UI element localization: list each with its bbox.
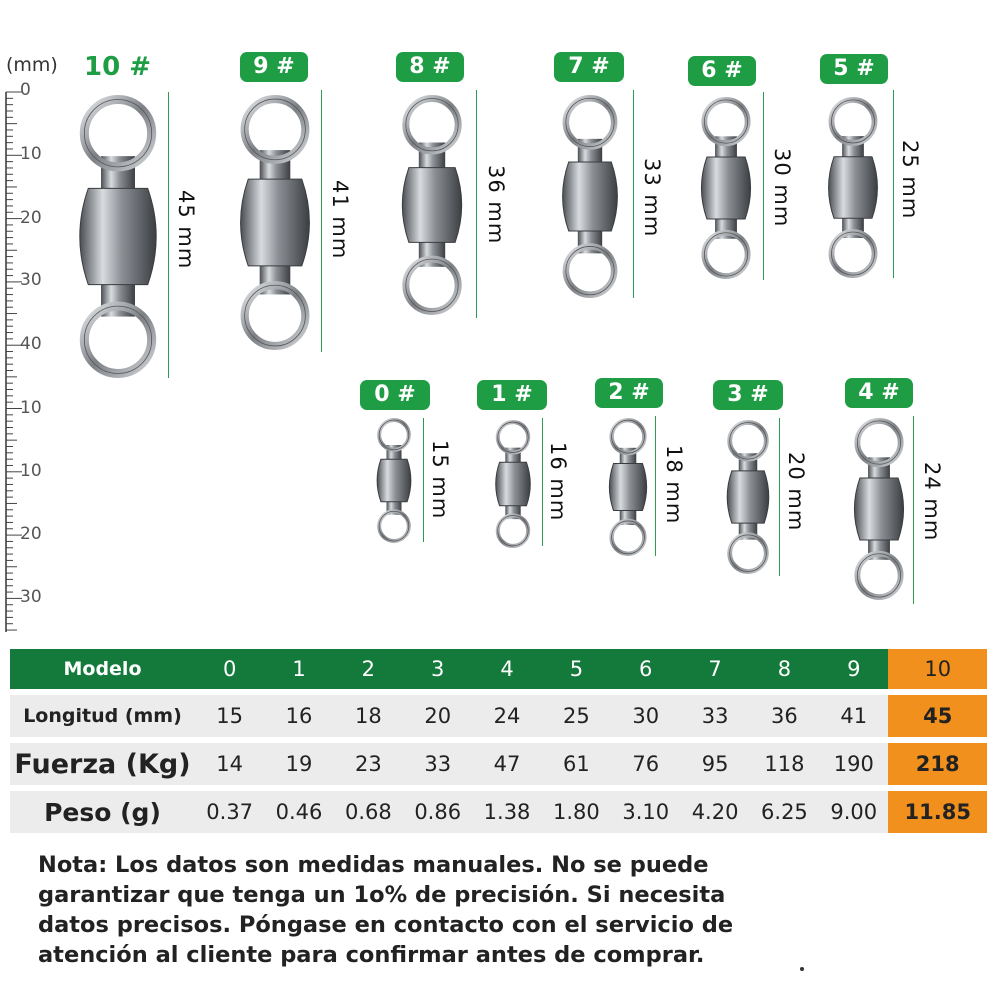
note-line: Nota: Los datos son medidas manuales. No se puede [38,852,709,878]
ball-bearing-swivel [701,100,750,276]
ball-bearing-swivel [241,99,310,346]
ruler-label: 10 [20,461,42,481]
table-cell: 14 [195,743,264,785]
table-cell: 4 [472,649,541,689]
table-cell: 8 [750,649,819,689]
table-cell: 15 [195,695,264,737]
swivel-barrel [854,478,903,540]
table-cell: 76 [611,743,680,785]
row-label: Peso (g) [10,791,195,833]
ruler-label: 20 [20,524,42,544]
table-cell: 9.00 [819,791,888,833]
size-badge-2: 2 # [595,378,663,408]
dimension-line [476,90,477,318]
swivel-barrel [496,462,531,506]
table-row-fuerza [10,743,987,785]
table-cell: 5 [542,649,611,689]
table-cell-highlight: 45 [888,695,987,737]
swivel-barrel [377,459,411,502]
ruler-label: 0 [20,80,31,100]
swivel-barrel [563,162,618,231]
table-row-modelo [10,649,987,689]
swivel-ring-edge [406,259,458,311]
length-label-1: 16 mm [546,442,570,522]
ball-bearing-swivel [377,420,411,541]
dimension-line [168,92,169,378]
dimension-line [423,418,424,542]
swivel-ring-edge [704,233,747,276]
table-cell: 33 [403,743,472,785]
swivel-barrel [829,157,878,219]
swivel-ring-edge [498,515,528,545]
table-row-peso [10,791,987,833]
table-cell-highlight: 10 [888,649,987,689]
row-label: Modelo [10,649,195,689]
ruler-label: 30 [20,587,42,607]
table-cell: 95 [680,743,749,785]
swivel-ring-edge [857,554,900,597]
dimension-line [913,416,914,604]
swivel-barrel [80,188,156,284]
ball-bearing-swivel [80,100,156,374]
table-cell: 20 [403,695,472,737]
note-line: garantizar que tenga un 1o% de precisión. Si necesita [38,882,726,908]
ruler-label: 30 [20,270,42,290]
table-cell: 0.68 [334,791,403,833]
table-cell: 9 [819,649,888,689]
table-cell: 7 [680,649,749,689]
swivel-ring-edge [612,521,645,554]
size-badge-8: 8 # [396,52,464,82]
table-cell: 19 [264,743,333,785]
table-cell: 3 [403,649,472,689]
swivel-barrel [241,179,310,266]
dimension-line [542,418,543,546]
table-cell: 24 [472,695,541,737]
table-cell: 0.46 [264,791,333,833]
swivel-barrel [701,157,750,219]
size-badge-3: 3 # [713,380,783,410]
table-cell: 190 [819,743,888,785]
length-label-8: 36 mm [484,165,508,245]
table-cell: 33 [680,695,749,737]
dimension-line [763,92,764,280]
ball-bearing-swivel [402,99,461,312]
table-cell: 2 [334,649,403,689]
swivel-barrel [727,471,769,523]
table-cell: 41 [819,695,888,737]
size-badge-6: 6 # [688,56,756,86]
disclaimer-note [38,850,798,970]
table-cell: 25 [542,695,611,737]
stray-dot [800,967,804,971]
table-cell-highlight: 218 [888,743,987,785]
size-badge-7: 7 # [554,52,624,82]
length-label-4: 24 mm [920,462,944,542]
spec-table [10,643,987,839]
table-cell: 3.10 [611,791,680,833]
table-cell: 4.20 [680,791,749,833]
swivel-ring-edge [379,511,409,541]
dimension-line [321,90,322,352]
size-badge-9: 9 # [240,52,308,82]
ruler-label: 40 [20,334,42,354]
size-badge-0: 0 # [360,380,430,410]
length-label-9: 41 mm [328,180,352,260]
length-label-6: 30 mm [770,148,794,228]
ruler-label: 10 [20,398,42,418]
table-cell: 6.25 [750,791,819,833]
ball-bearing-swivel [829,100,878,275]
ball-bearing-swivel [563,98,618,295]
size-badge-4: 4 # [845,378,913,408]
ball-bearing-swivel [609,420,646,554]
swivel-barrel [609,464,646,511]
ball-bearing-swivel [496,422,531,546]
ruler-label: 10 [20,144,42,164]
table-cell: 1.38 [472,791,541,833]
table-row-longitud [10,695,987,737]
table-cell: 47 [472,743,541,785]
swivel-ring-edge [831,232,874,275]
table-cell: 0.86 [403,791,472,833]
ruler-label: 20 [20,208,42,228]
ball-bearing-swivel [727,422,769,571]
length-label-2: 18 mm [662,445,686,525]
unit-label: (mm) [6,54,58,76]
table-cell: 1.80 [542,791,611,833]
table-cell: 0 [195,649,264,689]
table-cell: 0.37 [195,791,264,833]
size-badge-10: 10 # [84,52,152,82]
table-cell-highlight: 11.85 [888,791,987,833]
table-cell: 1 [264,649,333,689]
length-label-5: 25 mm [898,140,922,220]
size-badge-5: 5 # [820,54,888,84]
ball-bearing-swivel [854,421,903,597]
table-cell: 6 [611,649,680,689]
table-cell: 23 [334,743,403,785]
swivel-ring-edge [566,246,614,294]
table-cell: 61 [542,743,611,785]
size-badge-1: 1 # [477,380,547,410]
length-label-0: 15 mm [428,440,452,520]
dimension-line [655,416,656,556]
table-cell: 36 [750,695,819,737]
swivel-ring-edge [730,535,767,572]
table-cell: 30 [611,695,680,737]
table-cell: 16 [264,695,333,737]
length-label-7: 33 mm [640,158,664,238]
row-label: Longitud (mm) [10,695,195,737]
dimension-line [633,90,634,298]
table-cell: 118 [750,743,819,785]
dimension-line [893,90,894,278]
note-line: atención al cliente para confirmar antes de comprar. [38,942,705,968]
length-label-10: 45 mm [174,190,198,270]
table-cell: 18 [334,695,403,737]
dimension-line [779,418,780,576]
row-label: Fuerza (Kg) [10,743,195,785]
swivel-barrel [402,168,461,243]
note-line: datos precisos. Póngase en contacto con el servicio de [38,912,734,938]
length-label-3: 20 mm [784,452,808,532]
